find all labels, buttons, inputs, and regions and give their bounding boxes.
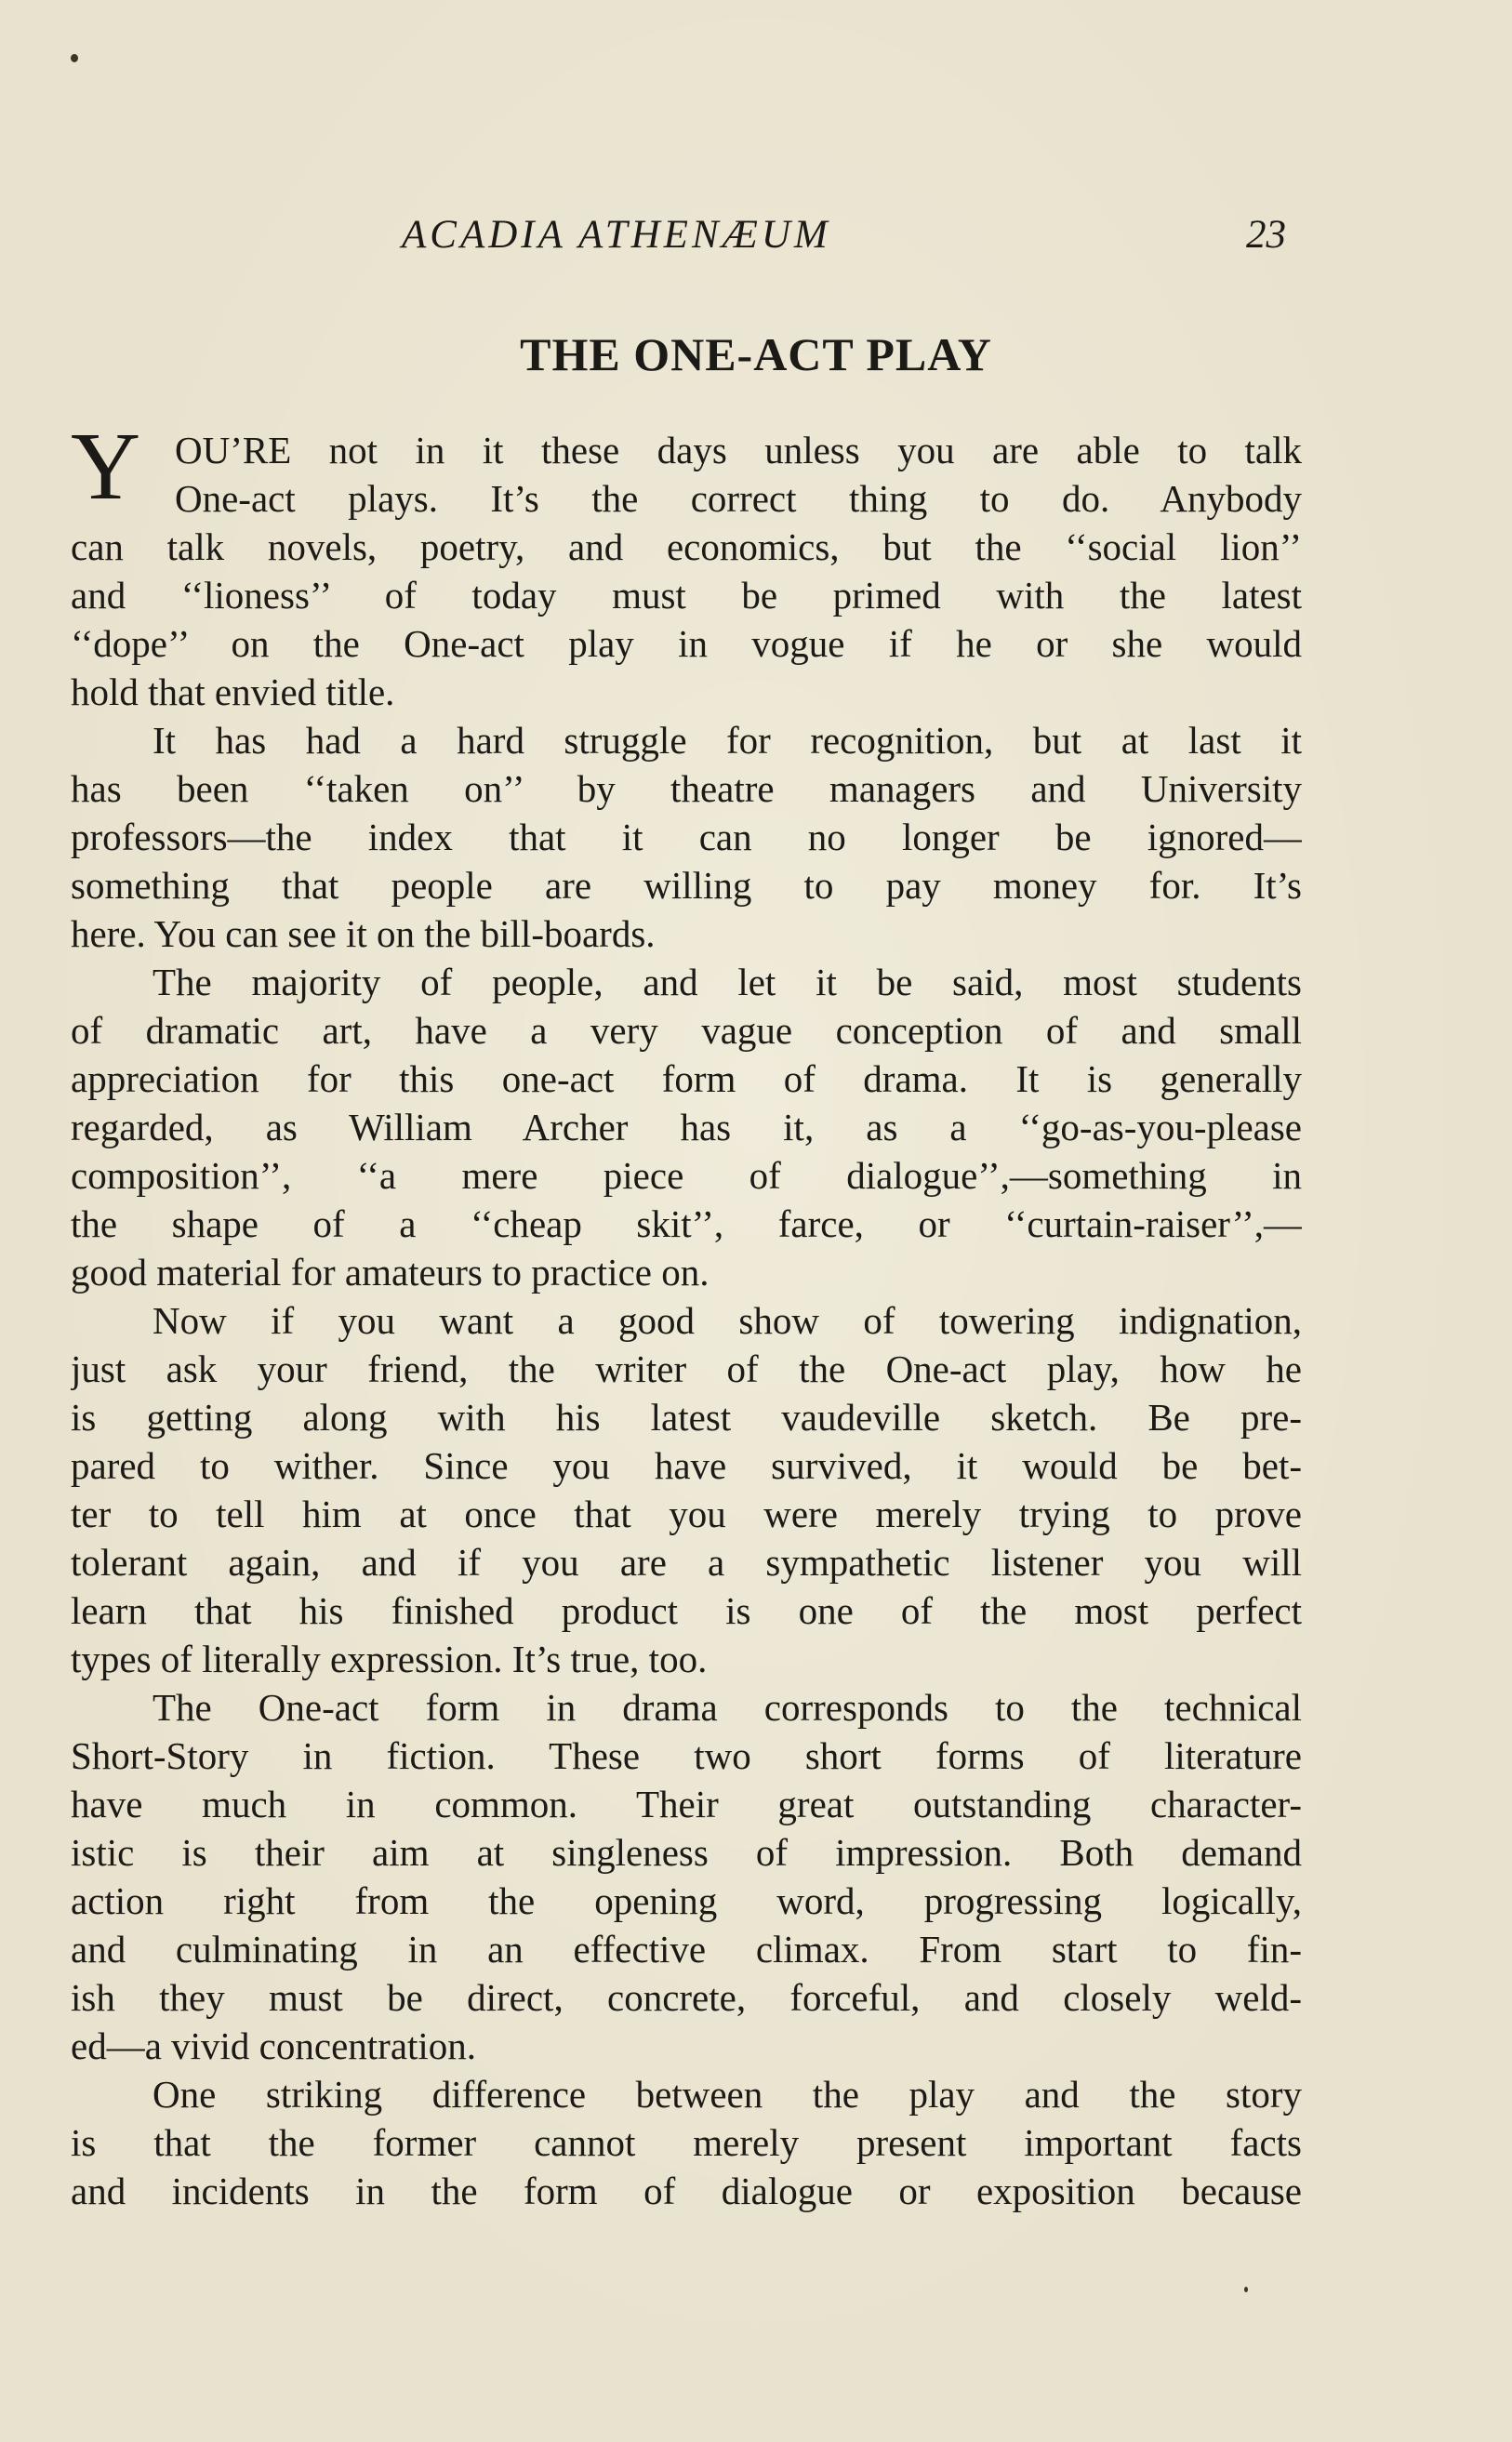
ink-speck (71, 54, 78, 62)
text-line: One striking difference between the play and the story (153, 2073, 1302, 2116)
text-line: One-act plays. It’s the correct thing to do. Anybody (175, 477, 1302, 520)
text-line: OU’RE not in it these days unless you are able to talk (175, 429, 1302, 471)
text-line: istic is their aim at singleness of impression. Both demand (71, 1831, 1302, 1874)
text-line: of dramatic art, have a very vague conception of and small (71, 1009, 1302, 1052)
ink-speck (1244, 2287, 1248, 2292)
text-line: ed—a vivid concentration. (71, 2024, 477, 2067)
text-line: The One-act form in drama corresponds to the technical (153, 1686, 1302, 1729)
text-line: Short-Story in fiction. These two short forms of literature (71, 1734, 1302, 1777)
text-line: professors—the index that it can no longer be ignored— (71, 816, 1302, 858)
text-line: and incidents in the form of dialogue or exposition because (71, 2170, 1302, 2212)
text-line: the shape of a ‘‘cheap skit’’, farce, or ‘‘curtain-raiser’’,— (71, 1202, 1302, 1245)
text-line: is that the former cannot merely present important facts (71, 2121, 1302, 2164)
text-line: ish they must be direct, concrete, forceful, and closely weld- (71, 1976, 1302, 2019)
running-header (0, 212, 1512, 268)
text-line: tolerant again, and if you are a sympathetic listener you will (71, 1541, 1302, 1584)
article-title: THE ONE-ACT PLAY (520, 328, 992, 380)
text-line: something that people are willing to pay money for. It’s (71, 864, 1302, 907)
text-line: can talk novels, poetry, and economics, but the ‘‘social lion’’ (71, 525, 1302, 568)
text-line: just ask your friend, the writer of the One-act play, how he (71, 1347, 1302, 1390)
text-line: here. You can see it on the bill-boards. (71, 912, 656, 955)
text-line: appreciation for this one-act form of drama. It is generally (71, 1057, 1302, 1100)
text-line: Now if you want a good show of towering indignation, (153, 1299, 1302, 1342)
text-line: regarded, as William Archer has it, as a ‘‘go-as-you-please (71, 1106, 1302, 1148)
text-line: have much in common. Their great outstanding character- (71, 1783, 1302, 1825)
drop-cap: Y (71, 413, 141, 520)
text-line: learn that his finished product is one of the most perfect (71, 1589, 1302, 1632)
text-line: It has had a hard struggle for recognition, but at last it (153, 719, 1302, 762)
text-line: has been ‘‘taken on’’ by theatre managers and University (71, 767, 1302, 810)
text-line: hold that envied title. (71, 670, 395, 713)
text-line: action right from the opening word, progressing logically, (71, 1879, 1302, 1922)
text-line: and culminating in an effective climax. From start to fin- (71, 1928, 1302, 1971)
text-line: good material for amateurs to practice on. (71, 1251, 710, 1294)
text-line: and ‘‘lioness’’ of today must be primed with the latest (71, 574, 1302, 617)
text-line: types of literally expression. It’s true, too. (71, 1638, 708, 1680)
journal-title: ACADIA ATHENÆUM (402, 213, 831, 257)
text-line: composition’’, ‘‘a mere piece of dialogue’’,—something in (71, 1154, 1302, 1197)
text-line: The majority of people, and let it be said, most students (153, 961, 1302, 1003)
text-line: is getting along with his latest vaudeville sketch. Be pre- (71, 1396, 1302, 1439)
article-body (71, 413, 1302, 2215)
text-line: pared to wither. Since you have survived, it would be bet- (71, 1444, 1302, 1487)
text-line: ter to tell him at once that you were merely trying to prove (71, 1493, 1302, 1535)
text-line: ‘‘dope’’ on the One-act play in vogue if he or she would (71, 622, 1302, 665)
page-number: 23 (1246, 213, 1286, 257)
